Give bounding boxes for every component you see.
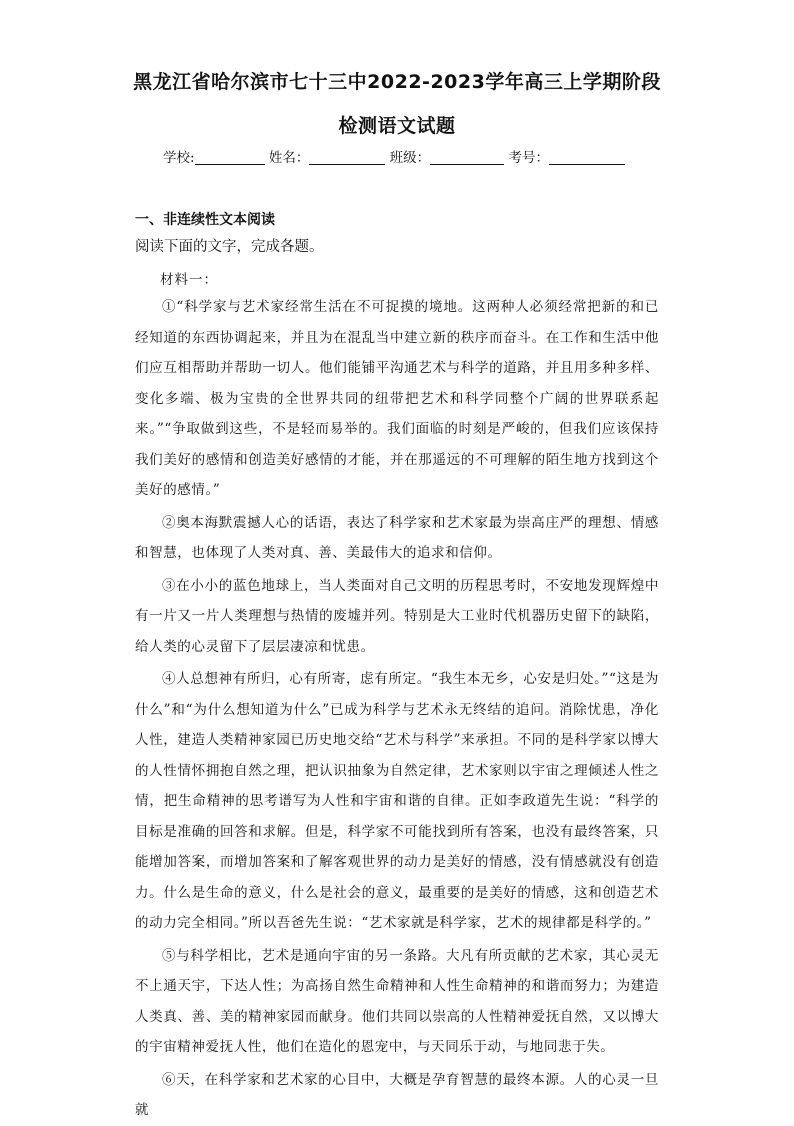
paragraph-4: ④人总想神有所归，心有所寄，虑有所定。“我生本无乡，心安是归处。”“这是为什么”和“为什么想知道为什么”已成为科学与艺术永无终结的追问。消除忧患，净化人性，建造人类精神家园已历史地交给“艺术与科学”来承担。不同的是科学家以博大的人性情怀拥抱自然之理，把认识抽象为自然定律，艺术家则以宇宙之理倾述人性之情，把生命精神的思考谱写为人性和宇宙和谐的自律。正如李政道先生说：“科学的目标是准确的回答和求解。但是，科学家不可能找到所有答案，也没有最终答案，只能增加答案，而增加答案和了解客观世界的动力是美好的情感，没有情感就没有创造力。什么是生命的意义，什么是社会的意义，最重要的是美好的情感，这和创造艺术的动力完全相同。”所以吾爸先生说：“艺术家就是科学家，艺术的规律都是科学的。” bbox=[135, 671, 659, 931]
instruction-text: 阅读下面的文字，完成各题。 bbox=[135, 239, 324, 255]
name-label: 姓名： bbox=[268, 150, 310, 166]
paragraph-5: ⑤与科学相比，艺术是通向宇宙的另一条路。大凡有所贡献的艺术家，其心灵无不上通天宇，下达人性；为高扬自然生命精神和人性生命精神的和谐而努力；为建造人类真、善、美的精神家园而献身。他们共同以崇高的人性精神爱抚自然，又以博大的宇宙精神爱抚人性，他们在造化的恩宠中，与天同乐于动，与地同悲于失。 bbox=[135, 947, 659, 1055]
class-field[interactable] bbox=[430, 150, 504, 165]
school-label: 学校: bbox=[163, 150, 195, 166]
paragraph-6: ⑥天，在科学家和艺术家的心目中，大概是孕育智慧的最终本源。人的心灵一旦就 bbox=[135, 1071, 659, 1118]
school-field[interactable] bbox=[195, 150, 265, 165]
student-info-line bbox=[163, 146, 625, 166]
passage-body bbox=[135, 292, 659, 1126]
name-field[interactable] bbox=[309, 150, 385, 165]
page-title: 黑龙江省哈尔滨市七十三中2022-2023学年高三上学期阶段 bbox=[133, 71, 661, 93]
material-label: 材料一： bbox=[160, 272, 218, 288]
class-label: 班级： bbox=[389, 150, 431, 166]
page-title-line2: 检测语文试题 bbox=[338, 115, 456, 137]
exam-number-label: 考号： bbox=[508, 150, 549, 166]
paragraph-2: ②奥本海默震撼人心的话语，表达了科学家和艺术家最为崇高庄严的理想、情感和智慧，也体现了人类对真、善、美最伟大的追求和信仰。 bbox=[135, 514, 659, 561]
section-heading: 一、非连续性文本阅读 bbox=[135, 212, 275, 228]
paragraph-1: ①“科学家与艺术家经常生活在不可捉摸的境地。这两种人必须经常把新的和已经知道的东西协调起来，并且为在混乱当中建立新的秩序而奋斗。在工作和生活中他们应互相帮助并帮助一切人。他们能铺平沟通艺术与科学的道路，并且用多种多样、变化多端、极为宝贵的全世界共同的纽带把艺术和科学同整个广阔的世界联系起来。”“争取做到这些，不是轻而易举的。我们面临的时刻是严峻的，但我们应该保持我们美好的感情和创造美好感情的才能，并在那遥远的不可理解的陌生地方找到这个美好的感情。” bbox=[135, 299, 659, 498]
exam-number-field[interactable] bbox=[549, 150, 625, 165]
paragraph-3: ③在小小的蓝色地球上，当人类面对自己文明的历程思考时，不安地发现辉煌中有一片又一片人类理想与热情的废墟并列。特别是大工业时代机器历史留下的缺陷，给人类的心灵留下了层层凄凉和忧患。 bbox=[135, 577, 659, 655]
